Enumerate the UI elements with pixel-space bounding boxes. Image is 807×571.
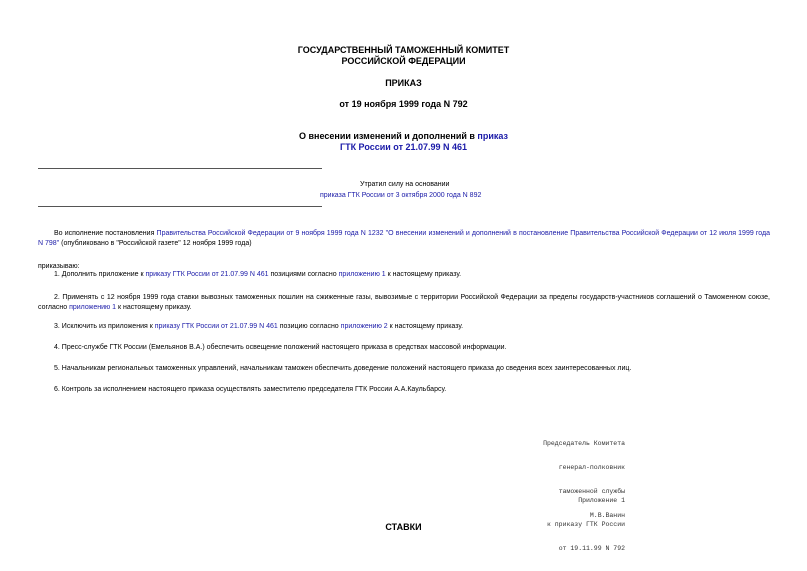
item-3-text-a: 3. Исключить из приложения к: [54, 323, 155, 330]
order-word: приказываю:: [38, 263, 80, 270]
appendix-line2: к приказу ГТК России: [546, 521, 625, 528]
section-heading-rates: СТАВКИ: [385, 522, 422, 532]
item-1-text-c: к настоящему приказу.: [385, 271, 462, 278]
signature-line4: М.В.Ванин: [589, 512, 625, 519]
doc-subject-line1: [0, 131, 807, 142]
item-1-text-a: 1. Дополнить приложение к: [54, 271, 146, 278]
subject-link-order[interactable]: приказ: [477, 131, 508, 141]
appendix-line3: от 19.11.99 N 792: [558, 545, 625, 552]
signature-line2: генерал-полковник: [558, 464, 625, 471]
divider-bottom: [38, 206, 322, 207]
item-1-link-appendix[interactable]: приложению 1: [338, 271, 386, 278]
appendix-line1: Приложение 1: [578, 497, 625, 504]
item-3-link-order[interactable]: приказу ГТК России от 21.07.99 N 461: [154, 323, 278, 330]
divider-top: [38, 168, 322, 169]
preamble-text1: Во исполнение постановления: [54, 230, 157, 237]
item-1: [38, 270, 770, 280]
doc-date: от 19 ноября 1999 года N 792: [339, 99, 468, 109]
subject-link-gtk-order[interactable]: ГТК России от 21.07.99 N 461: [339, 142, 468, 152]
preamble: [38, 229, 770, 249]
item-2: [38, 293, 770, 313]
item-3: [38, 322, 770, 332]
item-2-text-b: к настоящему приказу.: [116, 304, 192, 311]
item-2-link-appendix[interactable]: приложению 1: [69, 304, 117, 311]
preamble-link[interactable]: Правительства Российской Федерации от 9 ноября 1999 года N 1232 "О внесении изменений и дополнений в постановление Правительства Российской Федерации от 12 июля 1999 года N 798": [38, 230, 770, 247]
notice-link[interactable]: приказа ГТК России от 3 октября 2000 года N 892: [320, 192, 482, 199]
item-6: 6. Контроль за исполнением настоящего приказа осуществлять заместителю председателя ГТК России А.А.Каульбарсу.: [54, 386, 447, 393]
org-name-line1: ГОСУДАРСТВЕННЫЙ ТАМОЖЕННЫЙ КОМИТЕТ: [297, 45, 510, 55]
item-3-text-b: позицию согласно: [277, 323, 341, 330]
signature-line1: Председатель Комитета: [543, 440, 625, 447]
signature-line3: таможенной службы: [558, 488, 625, 495]
item-4: 4. Пресс-службе ГТК России (Емельянов В.А.) обеспечить освещение положений настоящего приказа в средствах массовой информации.: [54, 344, 507, 351]
item-3-text-c: к настоящему приказу.: [387, 323, 464, 330]
item-2-text-a: 2. Применять с 12 ноября 1999 года ставки вывозных таможенных пошлин на сжиженные газы, вывозимые с территории Российской Федерации за пределы государств-участников соглашений о Таможенном союзе, согласно: [38, 294, 770, 311]
doc-type: ПРИКАЗ: [385, 78, 422, 88]
appendix-block: [547, 481, 625, 561]
item-1-link-order[interactable]: приказу ГТК России от 21.07.99 N 461: [145, 271, 269, 278]
org-name-line2: РОССИЙСКОЙ ФЕДЕРАЦИИ: [341, 56, 466, 66]
item-5: 5. Начальникам региональных таможенных управлений, начальникам таможен обеспечить доведение положений настоящего приказа до сведения всех заинтересованных лиц.: [54, 365, 632, 372]
subject-prefix: О внесении изменений и дополнений в: [299, 131, 478, 141]
preamble-text2: (опубликовано в "Российской газете" 12 ноября 1999 года): [59, 240, 252, 247]
notice-line1: Утратил силу на основании: [360, 181, 450, 188]
item-3-link-appendix[interactable]: приложению 2: [340, 323, 388, 330]
item-1-text-b: позициями согласно: [268, 271, 339, 278]
